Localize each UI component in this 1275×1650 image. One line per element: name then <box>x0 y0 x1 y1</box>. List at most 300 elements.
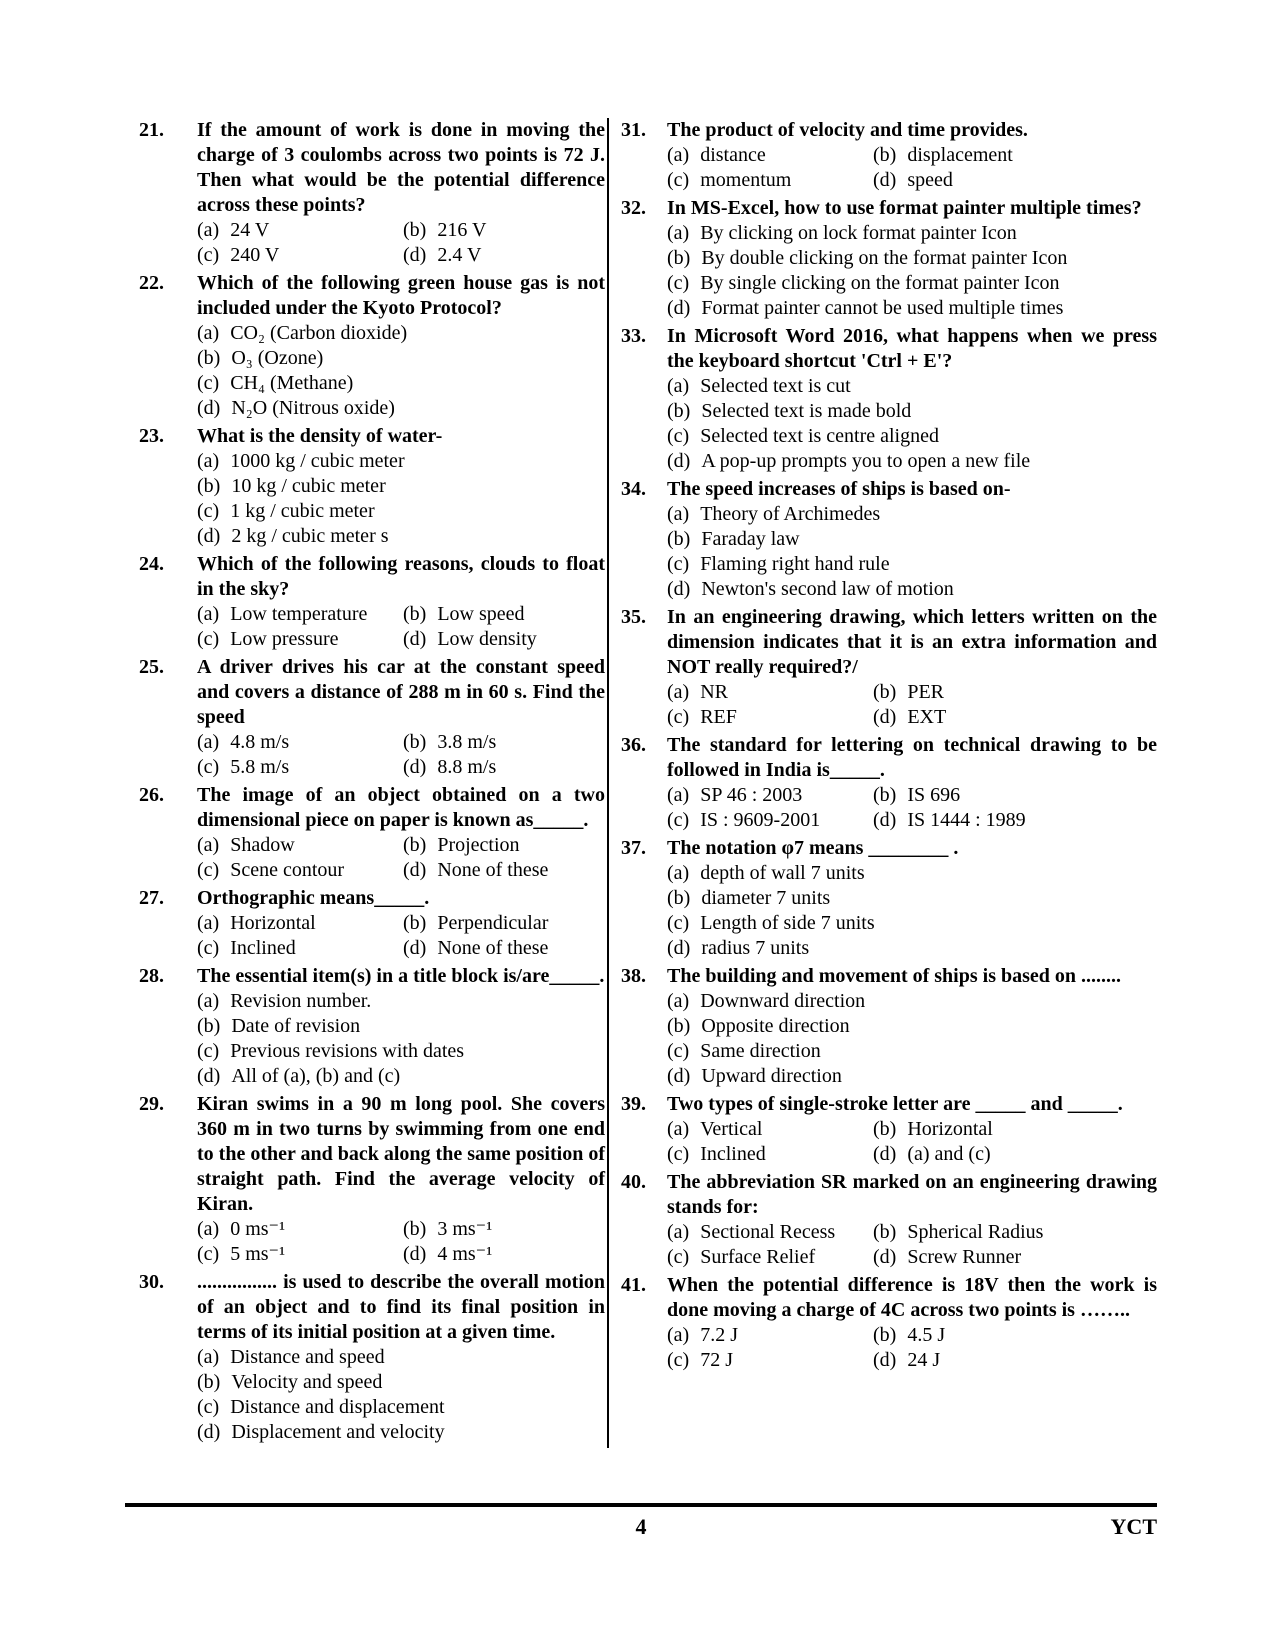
option <box>667 168 873 193</box>
option-label: (c) <box>667 706 690 728</box>
option-label: (b) <box>667 528 691 550</box>
option-row <box>667 911 1157 936</box>
question-body <box>667 605 1157 730</box>
option <box>667 552 1157 577</box>
left-column <box>125 118 607 1448</box>
option-label: (a) <box>667 1324 690 1346</box>
option-row <box>667 449 1157 474</box>
option-label: (a) <box>197 1218 220 1240</box>
option <box>197 346 605 371</box>
option-text: 5 ms⁻¹ <box>230 1243 286 1265</box>
option <box>403 730 605 755</box>
option-label: (a) <box>197 1346 220 1368</box>
option-text: Projection <box>437 834 520 856</box>
option-row <box>197 1242 605 1267</box>
option <box>197 858 403 883</box>
option-label: (d) <box>667 937 691 959</box>
option-text: depth of wall 7 units <box>700 862 865 884</box>
question-block <box>125 552 605 652</box>
question-block <box>615 836 1157 961</box>
option-text: Faraday law <box>701 528 800 550</box>
question-block <box>125 1092 605 1267</box>
page-content <box>125 118 1157 1448</box>
option <box>873 808 1157 833</box>
option-label: (b) <box>873 1324 897 1346</box>
option-label: (d) <box>667 1065 691 1087</box>
question-number: 29. <box>139 1093 164 1115</box>
option <box>197 1217 403 1242</box>
option-label: (a) <box>667 990 690 1012</box>
option-row <box>197 1064 605 1089</box>
option-text: 10 kg / cubic meter <box>231 475 386 497</box>
question-number: 34. <box>621 478 646 500</box>
option-row <box>667 1142 1157 1167</box>
option-row <box>197 371 605 396</box>
question-body <box>197 118 605 268</box>
question-stem: The speed increases of ships is based on- <box>667 478 1011 500</box>
option-text: Same direction <box>700 1040 821 1062</box>
option-row <box>197 1395 605 1420</box>
option <box>403 1217 605 1242</box>
question-body <box>667 964 1157 1089</box>
option-row <box>667 1064 1157 1089</box>
option-text: 24 V <box>230 219 270 241</box>
option <box>403 243 605 268</box>
option <box>667 1064 1157 1089</box>
question-number: 32. <box>621 197 646 219</box>
question-stem: The notation φ7 means ________ . <box>667 837 959 859</box>
option-row <box>197 396 605 421</box>
right-column <box>609 118 1157 1448</box>
option <box>197 1345 605 1370</box>
option-label: (b) <box>667 887 691 909</box>
option-row <box>197 321 605 346</box>
option-label: (d) <box>873 1349 897 1371</box>
option-text: Spherical Radius <box>907 1221 1044 1243</box>
option-text: N₂O (Nitrous oxide) <box>231 397 395 419</box>
option-row <box>197 858 605 883</box>
option-row <box>667 705 1157 730</box>
option-row <box>667 399 1157 424</box>
option-text: 4 ms⁻¹ <box>437 1243 493 1265</box>
option-text: 2.4 V <box>437 244 482 266</box>
option-text: 0 ms⁻¹ <box>230 1218 286 1240</box>
option-text: 7.2 J <box>700 1324 738 1346</box>
page-footer <box>125 1503 1157 1547</box>
option-label: (a) <box>197 219 220 241</box>
option-text: EXT <box>907 706 947 728</box>
option-label: (c) <box>197 756 220 778</box>
question-body <box>667 836 1157 961</box>
option-text: All of (a), (b) and (c) <box>231 1065 401 1087</box>
option <box>667 1039 1157 1064</box>
option-label: (c) <box>667 553 690 575</box>
question-block <box>125 964 605 1089</box>
option-label: (b) <box>403 731 427 753</box>
option-text: Displacement and velocity <box>231 1421 445 1443</box>
option-label: (c) <box>667 425 690 447</box>
option-text: None of these <box>437 859 549 881</box>
option <box>667 1245 873 1270</box>
option-text: 4.8 m/s <box>230 731 290 753</box>
question-number: 27. <box>139 887 164 909</box>
option <box>197 499 605 524</box>
option <box>197 730 403 755</box>
question-body <box>197 655 605 780</box>
option <box>197 218 403 243</box>
question-stem: ................ is used to describe the overall motion of an object and to find its final position in terms of its initial position at a given time. <box>197 1271 605 1343</box>
option <box>873 1348 1157 1373</box>
option <box>873 1117 1157 1142</box>
question-body <box>197 1092 605 1267</box>
option-label: (a) <box>667 1221 690 1243</box>
option-label: (a) <box>197 731 220 753</box>
option-text: IS 1444 : 1989 <box>907 809 1026 831</box>
option-text: diameter 7 units <box>701 887 831 909</box>
option-text: Scene contour <box>230 859 345 881</box>
option <box>403 833 605 858</box>
option-label: (a) <box>197 322 220 344</box>
option-label: (b) <box>873 1118 897 1140</box>
option-row <box>197 449 605 474</box>
option <box>667 143 873 168</box>
option-text: (a) and (c) <box>907 1143 991 1165</box>
option <box>667 911 1157 936</box>
option <box>197 1242 403 1267</box>
option-text: A pop-up prompts you to open a new file <box>701 450 1031 472</box>
option <box>667 783 873 808</box>
option-text: Velocity and speed <box>231 1371 383 1393</box>
question-number: 40. <box>621 1171 646 1193</box>
option <box>667 1323 873 1348</box>
option-label: (a) <box>197 603 220 625</box>
option-text: Selected text is cut <box>700 375 851 397</box>
option <box>667 989 1157 1014</box>
option-row <box>667 808 1157 833</box>
option <box>403 602 605 627</box>
option-row <box>197 1217 605 1242</box>
question-number: 37. <box>621 837 646 859</box>
question-body <box>667 1092 1157 1167</box>
option-label: (d) <box>873 1143 897 1165</box>
question-body <box>667 324 1157 474</box>
option <box>667 936 1157 961</box>
option-label: (d) <box>403 937 427 959</box>
option-text: Upward direction <box>701 1065 842 1087</box>
option-row <box>667 1348 1157 1373</box>
question-block <box>125 424 605 549</box>
option-label: (c) <box>197 1243 220 1265</box>
option-row <box>667 1039 1157 1064</box>
option-text: Theory of Archimedes <box>700 503 881 525</box>
question-stem: The essential item(s) in a title block is/are_____. <box>197 965 605 987</box>
option <box>667 502 1157 527</box>
option-text: 216 V <box>437 219 487 241</box>
option <box>403 936 605 961</box>
question-body <box>667 477 1157 602</box>
option-text: 3 ms⁻¹ <box>437 1218 493 1240</box>
page-number: 4 <box>635 1514 647 1539</box>
option <box>403 858 605 883</box>
option-label: (b) <box>197 347 221 369</box>
question-number: 38. <box>621 965 646 987</box>
question-number: 41. <box>621 1274 646 1296</box>
question-stem: The building and movement of ships is based on ........ <box>667 965 1122 987</box>
option-text: 1 kg / cubic meter <box>230 500 375 522</box>
option-row <box>667 502 1157 527</box>
option <box>667 1014 1157 1039</box>
option <box>197 911 403 936</box>
option <box>667 577 1157 602</box>
option <box>667 861 1157 886</box>
question-block <box>615 196 1157 321</box>
option-label: (d) <box>667 450 691 472</box>
question-stem: In an engineering drawing, which letters written on the dimension indicates that it is an extra information and NOT really required?/ <box>667 606 1157 678</box>
option-text: Horizontal <box>907 1118 993 1140</box>
option <box>873 1245 1157 1270</box>
publisher-label: YCT <box>1110 1514 1157 1539</box>
question-body <box>667 118 1157 193</box>
option-label: (a) <box>667 375 690 397</box>
option <box>197 1420 605 1445</box>
option-text: CO₂ (Carbon dioxide) <box>230 322 408 344</box>
question-block <box>125 271 605 421</box>
option <box>667 705 873 730</box>
option-label: (d) <box>403 1243 427 1265</box>
option-text: Screw Runner <box>907 1246 1022 1268</box>
option-row <box>197 524 605 549</box>
option <box>197 1064 605 1089</box>
option-row <box>667 577 1157 602</box>
option-row <box>197 730 605 755</box>
option <box>873 1142 1157 1167</box>
option-label: (b) <box>403 603 427 625</box>
option-text: momentum <box>700 169 792 191</box>
option-text: Surface Relief <box>700 1246 816 1268</box>
option <box>197 627 403 652</box>
option-row <box>667 143 1157 168</box>
option-label: (d) <box>873 1246 897 1268</box>
option-row <box>667 1220 1157 1245</box>
option-text: CH₄ (Methane) <box>230 372 354 394</box>
option <box>197 936 403 961</box>
option <box>197 1039 605 1064</box>
question-block <box>615 605 1157 730</box>
option-text: Low density <box>437 628 537 650</box>
question-stem: Which of the following green house gas is not included under the Kyoto Protocol? <box>197 272 605 319</box>
option-row <box>197 755 605 780</box>
option-row <box>667 296 1157 321</box>
option <box>197 1395 605 1420</box>
option <box>667 808 873 833</box>
option-text: 240 V <box>230 244 280 266</box>
question-stem: The product of velocity and time provides. <box>667 119 1028 141</box>
question-stem: The image of an object obtained on a two dimensional piece on paper is known as_____. <box>197 784 605 831</box>
option-row <box>667 168 1157 193</box>
option-label: (d) <box>667 578 691 600</box>
question-block <box>125 783 605 883</box>
question-number: 26. <box>139 784 164 806</box>
question-block <box>125 118 605 268</box>
option-row <box>667 221 1157 246</box>
option-label: (b) <box>403 1218 427 1240</box>
question-body <box>197 271 605 421</box>
question-number: 35. <box>621 606 646 628</box>
option <box>197 321 605 346</box>
question-block <box>125 655 605 780</box>
option-row <box>667 552 1157 577</box>
option-label: (b) <box>873 784 897 806</box>
option-text: Low speed <box>437 603 525 625</box>
option-text: Low temperature <box>230 603 368 625</box>
option-label: (c) <box>667 1349 690 1371</box>
question-block <box>615 1092 1157 1167</box>
option <box>667 424 1157 449</box>
option-label: (d) <box>873 809 897 831</box>
question-stem: Two types of single-stroke letter are _____ and _____. <box>667 1093 1123 1115</box>
option-row <box>667 374 1157 399</box>
option <box>667 374 1157 399</box>
option-row <box>197 1420 605 1445</box>
option-text: Horizontal <box>230 912 316 934</box>
question-body <box>197 424 605 549</box>
option-label: (b) <box>197 1371 221 1393</box>
option-row <box>197 627 605 652</box>
option-row <box>197 243 605 268</box>
option-text: IS 696 <box>907 784 961 806</box>
option-row <box>197 474 605 499</box>
question-block <box>615 964 1157 1089</box>
option-label: (c) <box>667 272 690 294</box>
option-label: (d) <box>197 397 221 419</box>
option-text: 2 kg / cubic meter s <box>231 525 389 547</box>
question-block <box>615 324 1157 474</box>
option-text: REF <box>700 706 737 728</box>
option-label: (d) <box>403 756 427 778</box>
option <box>197 1370 605 1395</box>
question-body <box>197 783 605 883</box>
option <box>197 449 605 474</box>
option <box>667 296 1157 321</box>
option-row <box>667 680 1157 705</box>
option-label: (b) <box>873 1221 897 1243</box>
option-text: Newton's second law of motion <box>701 578 954 600</box>
option-label: (d) <box>197 1065 221 1087</box>
question-stem: Orthographic means_____. <box>197 887 430 909</box>
option <box>197 833 403 858</box>
option <box>667 886 1157 911</box>
option-label: (b) <box>197 1015 221 1037</box>
question-body <box>667 1170 1157 1270</box>
option-label: (c) <box>197 244 220 266</box>
option-text: Sectional Recess <box>700 1221 836 1243</box>
option-text: speed <box>907 169 953 191</box>
question-stem: In MS-Excel, how to use format painter multiple times? <box>667 197 1142 219</box>
option-text: Low pressure <box>230 628 339 650</box>
question-stem: The standard for lettering on technical drawing to be followed in India is_____. <box>667 734 1157 781</box>
option-text: Format painter cannot be used multiple times <box>701 297 1064 319</box>
question-number: 23. <box>139 425 164 447</box>
option-label: (b) <box>197 475 221 497</box>
option-label: (c) <box>197 500 220 522</box>
option-label: (c) <box>197 1396 220 1418</box>
question-body <box>197 552 605 652</box>
option <box>403 627 605 652</box>
option-row <box>197 1039 605 1064</box>
question-block <box>125 886 605 961</box>
option-row <box>667 886 1157 911</box>
question-stem: When the potential difference is 18V then the work is done moving a charge of 4C across two points is …….. <box>667 1274 1157 1321</box>
option <box>873 705 1157 730</box>
option-row <box>667 271 1157 296</box>
option-text: displacement <box>907 144 1013 166</box>
option-row <box>197 499 605 524</box>
option-label: (b) <box>403 219 427 241</box>
question-number: 28. <box>139 965 164 987</box>
question-block <box>615 1170 1157 1270</box>
option <box>197 371 605 396</box>
option-label: (d) <box>667 297 691 319</box>
option-text: 8.8 m/s <box>437 756 497 778</box>
option-text: Perpendicular <box>437 912 549 934</box>
option-text: Previous revisions with dates <box>230 1040 465 1062</box>
option-label: (b) <box>873 681 897 703</box>
option-row <box>667 527 1157 552</box>
option-label: (d) <box>873 706 897 728</box>
option-row <box>197 911 605 936</box>
option-row <box>667 783 1157 808</box>
option-row <box>197 602 605 627</box>
option-text: distance <box>700 144 766 166</box>
question-number: 30. <box>139 1271 164 1293</box>
option-text: NR <box>700 681 728 703</box>
option-text: Distance and speed <box>230 1346 385 1368</box>
option-row <box>667 424 1157 449</box>
option-row <box>667 936 1157 961</box>
question-number: 39. <box>621 1093 646 1115</box>
option <box>873 168 1157 193</box>
option-text: Flaming right hand rule <box>700 553 890 575</box>
option-label: (c) <box>667 912 690 934</box>
option-row <box>667 861 1157 886</box>
question-body <box>197 964 605 1089</box>
option <box>667 221 1157 246</box>
option-row <box>667 1323 1157 1348</box>
option-row <box>667 246 1157 271</box>
option-label: (a) <box>197 912 220 934</box>
option <box>873 1220 1157 1245</box>
option-text: By double clicking on the format painter Icon <box>701 247 1068 269</box>
question-stem: Which of the following reasons, clouds to float in the sky? <box>197 553 605 600</box>
option-label: (a) <box>667 681 690 703</box>
option-text: Downward direction <box>700 990 866 1012</box>
option-label: (c) <box>197 628 220 650</box>
option-label: (d) <box>403 859 427 881</box>
option-text: 4.5 J <box>907 1324 946 1346</box>
option-label: (c) <box>667 1246 690 1268</box>
option-label: (a) <box>197 990 220 1012</box>
option-row <box>197 989 605 1014</box>
option-label: (a) <box>667 862 690 884</box>
option-row <box>197 936 605 961</box>
option <box>667 1348 873 1373</box>
option-text: IS : 9609-2001 <box>700 809 821 831</box>
question-number: 25. <box>139 656 164 678</box>
option <box>667 527 1157 552</box>
option-text: Length of side 7 units <box>700 912 875 934</box>
option <box>197 524 605 549</box>
option <box>403 755 605 780</box>
